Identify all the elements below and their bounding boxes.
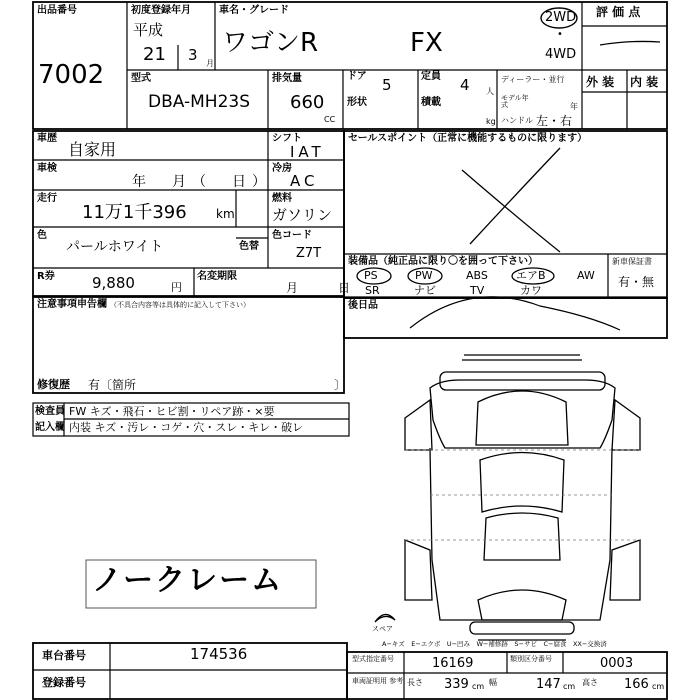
height-label: 高さ xyxy=(582,678,598,687)
chassis-label: 車台番号 xyxy=(42,649,86,662)
inspector-line-2: 内装 キズ・汚レ・コゲ・穴・スレ・キレ・破レ xyxy=(69,421,304,434)
warranty-label: 新車保証書 xyxy=(612,257,652,266)
width-label: 幅 xyxy=(489,678,497,687)
class-number: 0003 xyxy=(600,656,634,671)
capacity-label: 定員 xyxy=(421,71,441,82)
grade: FX xyxy=(410,28,443,58)
year-unit: 年 xyxy=(570,102,578,111)
handwritten-note: ノークレーム xyxy=(92,563,284,598)
door-label: ドア xyxy=(347,71,367,82)
displacement-label: 排気量 xyxy=(272,73,302,84)
ac: AC xyxy=(290,172,319,190)
length-cm: cm xyxy=(472,682,485,691)
cc-unit: CC xyxy=(324,115,336,124)
length: 339 xyxy=(444,677,469,692)
inspector-label-2: 記入欄 xyxy=(35,422,65,433)
mileage: 11万1千396 xyxy=(82,202,187,223)
notice-sub: （不具合内容等は具体的に記入して下さい） xyxy=(110,301,250,309)
equip-sr: SR xyxy=(365,284,380,297)
evaluation-label: 評 価 点 xyxy=(596,5,641,19)
width: 147 xyxy=(536,677,561,692)
equip-abs: ABS xyxy=(466,269,488,282)
lot-label: 出品番号 xyxy=(37,5,77,16)
car-name: ワゴンR xyxy=(222,28,319,58)
width-cm: cm xyxy=(563,682,576,691)
fuel: ガソリン xyxy=(272,206,333,224)
equip-navi: ナビ xyxy=(414,284,436,297)
reference-label: 車両証明用 参考 xyxy=(352,677,404,685)
model-year-label: モデル年式 xyxy=(501,94,529,109)
repair-label: 修復歴 xyxy=(37,378,70,391)
ac-label: 冷房 xyxy=(272,163,292,174)
drive-2wd: 2WD xyxy=(545,10,577,25)
doors: 5 xyxy=(382,76,392,94)
kg-unit: kg xyxy=(486,117,496,126)
lot-number: 7002 xyxy=(38,60,105,90)
sales-point-cross xyxy=(462,148,560,252)
name-change-label: 名変期限 xyxy=(197,271,237,282)
capacity: 4 xyxy=(460,76,470,94)
dealer-label: ディーラー・並行 xyxy=(501,75,565,84)
registration-month: 3 xyxy=(188,46,198,64)
exterior-label: 外 装 xyxy=(586,75,615,89)
spare-label: スペア xyxy=(372,625,393,633)
equipment-label: 装備品（純正品に限り〇を囲って下さい） xyxy=(348,256,538,267)
shift-label: シフト xyxy=(272,133,302,144)
notice-label: 注意事項申告欄 xyxy=(37,299,107,310)
shape-label: 形状 xyxy=(347,97,367,108)
fuel-label: 燃料 xyxy=(272,193,292,204)
height: 166 xyxy=(624,677,649,692)
car-name-label: 車名・グレード xyxy=(219,5,289,16)
equip-leather: カワ xyxy=(520,284,542,297)
recolor-label: 色替 xyxy=(239,241,259,252)
plate-label: 登録番号 xyxy=(42,676,86,689)
drive-4wd: 4WD xyxy=(545,47,577,62)
warranty: 有・無 xyxy=(618,275,655,289)
displacement: 660 xyxy=(290,92,325,113)
repair: 有〔箇所 xyxy=(88,378,137,392)
post-items-label: 後日品 xyxy=(348,300,378,311)
name-change: 月 日 xyxy=(286,281,365,295)
class-number-label: 類別区分番号 xyxy=(510,655,552,663)
repair-close: 〕 xyxy=(334,378,347,392)
type-number-label: 型式指定番号 xyxy=(352,655,394,663)
km-unit: km xyxy=(216,207,235,221)
inspector-label-1: 検査員 xyxy=(35,406,65,417)
length-label: 長さ xyxy=(407,678,423,687)
registration-label: 初度登録年月 xyxy=(131,5,191,16)
drive-dot: • xyxy=(557,29,563,40)
interior-label: 内 装 xyxy=(630,75,659,89)
color-code-label: 色コード xyxy=(272,230,312,241)
equip-aw: AW xyxy=(577,269,595,282)
model-label: 型式 xyxy=(131,73,151,84)
handle-label: ハンドル xyxy=(501,116,533,125)
color-label: 色 xyxy=(37,230,47,241)
recycle-fee: 9,880 xyxy=(92,274,135,292)
equip-tv: TV xyxy=(470,284,485,297)
chassis-number: 174536 xyxy=(190,645,248,663)
handle: 左・右 xyxy=(536,114,573,128)
equip-pw: PW xyxy=(415,269,433,282)
color-code: Z7T xyxy=(296,246,322,261)
model-code: DBA-MH23S xyxy=(148,92,251,112)
history: 自家用 xyxy=(68,140,117,159)
car-damage-diagram xyxy=(375,355,640,640)
type-number: 16169 xyxy=(432,656,474,671)
color: パールホワイト xyxy=(66,239,164,255)
inspector-line-1: FW キズ・飛石・ヒビ割・リペア跡・×要 xyxy=(69,405,275,418)
sales-point-label: セールスポイント（正常に機能するものに限ります） xyxy=(348,133,588,144)
equip-airbag: エアB xyxy=(516,269,546,282)
inspection: 年 月（ 日） xyxy=(132,174,272,190)
person-unit: 人 xyxy=(486,87,494,96)
load-label: 積載 xyxy=(421,97,441,108)
recycle-label: R券 xyxy=(37,271,55,282)
mileage-label: 走行 xyxy=(37,193,57,204)
height-cm: cm xyxy=(652,682,665,691)
month-unit: 月 xyxy=(206,59,214,68)
shift: IAT xyxy=(290,143,325,161)
equip-ps: PS xyxy=(364,269,378,282)
inspection-label: 車検 xyxy=(37,163,57,174)
damage-legend: A−キズ E−エクボ U−凹み W−補修跡 S−サビ C−腐食 XX−交換済 xyxy=(382,640,607,648)
era: 平成 xyxy=(133,21,164,39)
registration-year: 21 xyxy=(143,44,166,65)
history-label: 車歴 xyxy=(37,133,57,144)
yen-unit: 円 xyxy=(171,281,182,294)
